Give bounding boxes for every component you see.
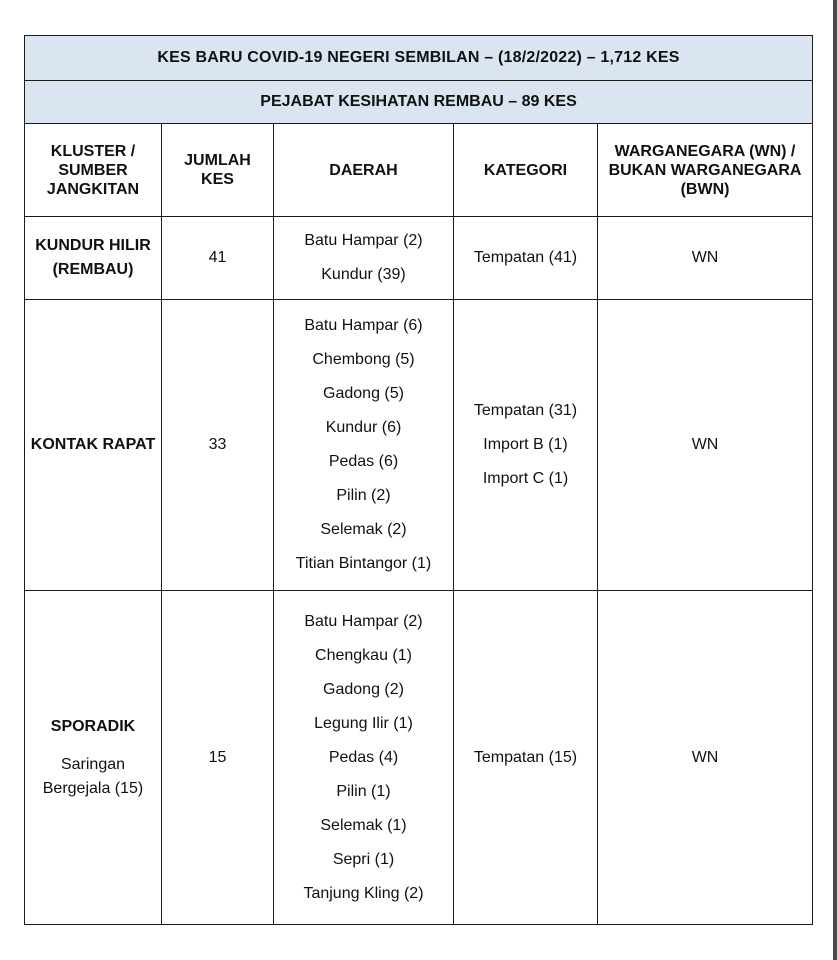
kategori-item: Tempatan (31) — [473, 402, 578, 419]
kluster-cell — [25, 591, 162, 925]
daerah-item: Sepri (1) — [332, 850, 395, 868]
kluster-cell: KUNDUR HILIR (REMBAU) — [25, 217, 162, 300]
daerah-cell — [274, 217, 454, 300]
kategori-cell — [454, 217, 598, 300]
daerah-cell — [274, 300, 454, 591]
kategori-cell — [454, 591, 598, 925]
header-warganegara: WARGANEGARA (WN) / BUKAN WARGANEGARA (BWN) — [598, 124, 813, 217]
table-row — [25, 300, 813, 591]
table-row — [25, 591, 813, 925]
table-subtitle: PEJABAT KESIHATAN REMBAU – 89 KES — [25, 81, 813, 124]
kluster-note: Saringan Bergejala (15) — [42, 755, 144, 797]
wn-cell: WN — [598, 300, 813, 591]
daerah-item: Chengkau (1) — [315, 646, 412, 664]
daerah-item: Gadong (2) — [323, 680, 404, 698]
daerah-item: Selemak (1) — [320, 816, 407, 834]
wn-cell: WN — [598, 217, 813, 300]
daerah-cell — [274, 591, 454, 925]
header-row — [25, 124, 813, 217]
daerah-item: Kundur (39) — [321, 266, 406, 283]
daerah-item: Chembong (5) — [312, 351, 415, 368]
header-kategori: KATEGORI — [454, 124, 598, 217]
daerah-item: Gadong (5) — [323, 385, 404, 402]
daerah-item: Pedas (6) — [328, 453, 399, 470]
kategori-item: Tempatan (15) — [473, 748, 578, 766]
jumlah-cell: 41 — [162, 217, 274, 300]
kategori-item: Import B (1) — [483, 436, 568, 453]
subtitle-row — [25, 81, 813, 124]
header-daerah: DAERAH — [274, 124, 454, 217]
header-jumlah: JUMLAH KES — [162, 124, 274, 217]
daerah-item: Kundur (6) — [325, 419, 402, 436]
kluster-cell: KONTAK RAPAT — [25, 300, 162, 591]
wn-cell: WN — [598, 591, 813, 925]
title-row — [25, 36, 813, 81]
kluster-label: SPORADIK — [50, 717, 136, 735]
daerah-item: Tanjung Kling (2) — [303, 884, 424, 902]
jumlah-cell: 33 — [162, 300, 274, 591]
table-row — [25, 217, 813, 300]
daerah-item: Pedas (4) — [328, 748, 399, 766]
daerah-item: Pilin (1) — [336, 782, 391, 800]
daerah-item: Batu Hampar (2) — [304, 232, 423, 249]
daerah-item: Selemak (2) — [320, 521, 407, 538]
daerah-item: Titian Bintangor (1) — [295, 555, 432, 572]
table-title: KES BARU COVID-19 NEGERI SEMBILAN – (18/2/2022) – 1,712 KES — [25, 36, 813, 81]
kategori-cell — [454, 300, 598, 591]
page-edge-bar — [833, 0, 837, 960]
kategori-item: Tempatan (41) — [473, 249, 578, 266]
daerah-item: Batu Hampar (2) — [304, 612, 423, 630]
kategori-item: Import C (1) — [482, 470, 569, 487]
header-kluster: KLUSTER / SUMBER JANGKITAN — [25, 124, 162, 217]
daerah-item: Pilin (2) — [336, 487, 391, 504]
jumlah-cell: 15 — [162, 591, 274, 925]
daerah-item: Batu Hampar (6) — [304, 317, 423, 334]
covid-cases-table — [24, 35, 813, 925]
daerah-item: Legung Ilir (1) — [314, 714, 413, 732]
